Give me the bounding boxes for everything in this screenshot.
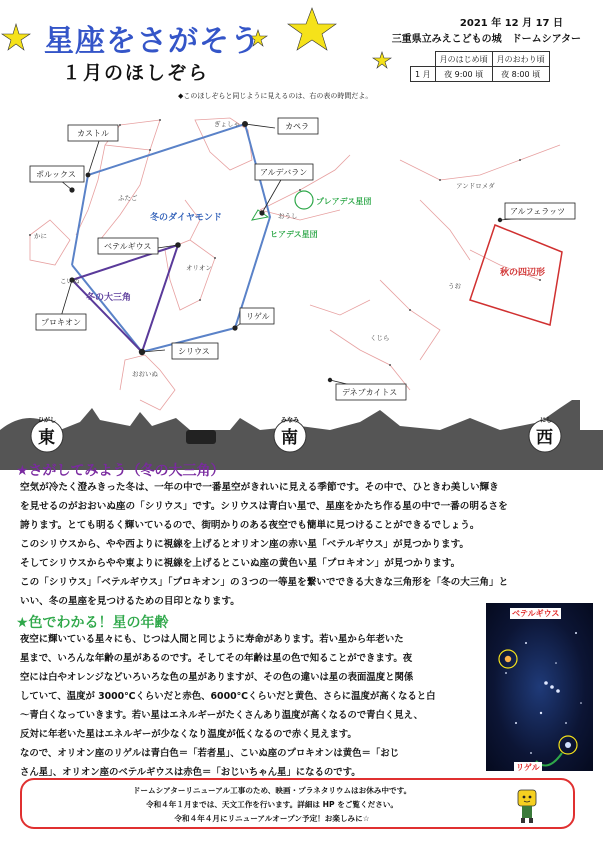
betelgeuse-label: ベテルギウス [104,242,152,251]
col-start-header: 月のはじめ頃 [435,52,492,67]
canis-major-name: おおいぬ [132,370,158,378]
section1-line: を見せるのがおおいぬ座の「シリウス」です。シリウスは青白い星で、星座をかたち作る星の中で一番の明るさを [20,501,508,512]
orion-photo-stars [486,603,593,771]
pleiades-label: プレアデス星団 [316,197,372,206]
section1-line: 空気が冷たく澄みきった冬は、一年の中で一番星空がきれいに見える季節です。その中で、ひときわ美しい輝き [20,482,499,493]
winter-triangle-label: 冬の大三角 [86,293,132,303]
section2-line: 反対に年老いた星はエネルギーが少なくなり温度が低くなるので赤く見えます。 [20,729,357,740]
renewal-notice [20,778,575,829]
section2-body [20,630,490,782]
constellation-lines [30,118,560,410]
section2-line: なので、オリオン座のリゲルは青白色＝「若者星」、こいぬ座のプロキオンは黄色＝「おじ [20,748,400,759]
section2-title: ★色でわかる！星の年齢 [16,615,169,631]
andromeda-name: アンドロメダ [456,182,495,190]
section2-line: 空には白やオレンジなどいろいろな色の星がありますが、その色の違いは星の表面温度と関係 [20,672,414,683]
auriga-name: ぎょしゃ [214,120,240,128]
end-time-cell: 夜 8:00 頃 [492,67,549,82]
section1-line: このシリウスから、やや西よりに視線を上げるとオリオン座の赤い星「ベテルギウス」が見つかります。 [20,539,469,550]
month-cell: 1 月 [411,67,436,82]
taurus-name: おうし [278,212,298,220]
section2-line: 夜空に輝いている星々にも、じつは人間と同じように寿命があります。若い星から年老いた [20,634,404,645]
pisces-name: うお [448,282,461,290]
notice-line: 令和４年１月までは、天文工作を行います。詳細は HP をご覧ください。 [145,800,398,809]
cetus-name: くじら [370,334,390,342]
sirius-label: シリウス [178,347,210,356]
orion-photo [486,603,593,771]
west-reading: にし [540,417,553,424]
aldebaran-label: アルデバラン [260,168,308,177]
mascot-icon [515,788,539,824]
procyon-label: プロキオン [41,318,81,327]
map-note: ◆このほしぞらと同じように見えるのは、右の表の時間だよ。 [178,92,373,100]
page-title: 星座をさがそう [44,24,261,59]
east-reading: ひがし [38,417,57,424]
section1-line: いい、冬の星座を見つけるための目印となります。 [20,596,240,607]
organization-name: 三重県立みえこどもの城 ドームシアター [391,34,581,45]
viewing-hours-table [410,51,550,82]
alpheratz-label: アルフェラッツ [510,207,566,216]
autumn-square-label: 秋の四辺形 [500,268,546,278]
start-time-cell: 夜 9:00 頃 [435,67,492,82]
winter-diamond-label: 冬のダイヤモンド [150,213,222,223]
hyades-label: ヒアデス星団 [270,230,318,239]
notice-line: 令和４年４月にリニューアルオープン予定！お楽しみに☆ [174,814,370,823]
south-label: 南 [281,428,298,448]
betelgeuse-photo-star [505,656,511,662]
notice-line: ドームシアターリニューアル工事のため、映画・プラネタリウムはお休み中です。 [132,786,412,795]
section1-body [20,478,590,611]
pleiades-marker [295,191,313,209]
canis-minor-name: こいぬ [60,277,80,285]
rigel-photo-star [565,742,571,748]
star-map [0,100,603,470]
section2-line: さん星」、オリオン座のベテルギウスは赤色＝「おじいちゃん星」になるのです。 [20,767,361,778]
issue-date: 2021 年 12 月 17 日 [459,18,563,29]
section1-line: この「シリウス」「ベテルギウス」「プロキオン」の３つの一等星を繋いでできる大きな三角形を「冬の大三角」と [20,577,509,588]
gemini-name: ふたご [118,194,138,202]
castor-label: カストル [77,129,109,138]
pollux-label: ポルックス [36,170,76,179]
orion-name: オリオン [186,264,212,272]
section2-line: していて、温度が 3000℃くらいだと赤色、6000℃くらいだと黄色、さらに温度が高くなると白 [20,691,436,702]
section1-line: そしてシリウスからやや東よりに視線を上げるとこいぬ座の黄色い星「プロキオン」が見つかります。 [20,558,461,569]
cancer-name: かに [34,232,47,240]
section2-line: 星まで、いろんな年齢の星があるのです。そしてその年齢は星の色で知ることができます。夜 [20,653,413,664]
photo-rigel-label: リゲル [516,763,540,772]
section2-line: ～青白くなっていきます。若い星はエネルギーがたくさんあり温度が高くなるので青白く見え、 [20,710,423,721]
col-end-header: 月のおわり頃 [492,52,549,67]
capella-label: カペラ [285,122,309,131]
deneb-kaitos-label: デネブカイトス [342,388,398,397]
photo-betelgeuse-label: ベテルギウス [512,609,560,618]
south-reading: みなみ [281,417,300,424]
section1-line: 誇ります。とても明るく輝いているので、街明かりのある夜空でも簡単に見つけることができるでしょう。 [20,520,480,531]
page-subtitle: １月のほしぞら [62,62,210,84]
rigel-label: リゲル [246,312,270,321]
west-label: 西 [536,428,553,448]
east-label: 東 [38,428,55,448]
section1-title: ★さがしてみよう（冬の大三角） [16,463,225,479]
